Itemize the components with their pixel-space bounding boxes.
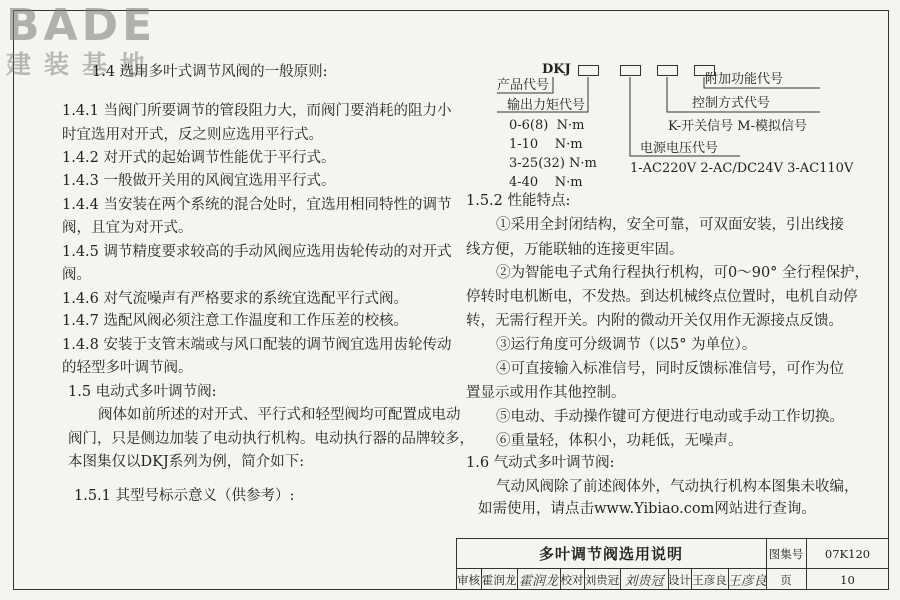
torque-value: 1-10 N·m [509,137,583,152]
design-label: 设计 [668,572,691,587]
left-text-line: 阀门，只是侧边加装了电动执行机构。电动执行器的品牌较多， [68,431,474,447]
left-text-line: 阀体如前所述的对开式、平行式和轻型阀均可配置成电动 [98,407,461,423]
right-text-line: 1.5.2 性能特点: [466,193,571,209]
control-values: K-开关信号 M-模拟信号 [668,119,807,134]
atlas-label: 图集号 [768,546,804,561]
left-text-line: 1.4.4 当安装在两个系统的混合处时，宜选用相同特性的调节 [62,197,452,213]
drawing-title: 多叶调节阀选用说明 [538,545,683,563]
right-text-line: ⑤电动、手动操作键可方便进行电动或手动工作切换。 [496,409,844,425]
right-text-line: 1.6 气动式多叶调节阀: [466,455,615,471]
checker-name: 刘贵冠 [584,572,620,587]
left-text-line: 1.4.2 对开式的起始调节性能优于平行式。 [62,150,336,166]
right-text-line: ③运行角度可分级调节（以5° 为单位）。 [496,337,757,353]
control-code-label: 控制方式代号 [692,96,771,111]
left-text-line: 阀，且宜为对开式。 [62,220,193,236]
model-prefix: DKJ [542,62,571,77]
voltage-code-label: 电源电压代号 [640,141,719,156]
extra-code-label: 附加功能代号 [705,72,784,87]
right-text-line: ⑥重量轻，体积小，功耗低，无噪声。 [496,433,743,449]
left-text-line: 1.4.7 选配风阀必须注意工作温度和工作压差的校核。 [62,313,409,329]
left-text-line: 1.5.1 其型号标示意义（供参考）: [74,488,295,504]
reviewer-signature: 霍润龙 [518,574,558,589]
left-text-line: 1.4.5 调节精度要求较高的手动风阀应选用齿轮传动的对开式 [62,244,452,260]
right-text-line: 如需使用，请点击www.Yibiao.com网站进行查询。 [478,501,816,517]
right-text-line: 气动风阀除了前述阀体外，气动执行机构本图集未收编， [496,479,859,495]
reviewer-name: 霍润龙 [481,572,517,587]
designer-signature: 王彦良 [727,574,767,589]
designer-name: 王彦良 [692,572,727,587]
page-label: 页 [780,572,792,587]
torque-value: 0-6(8) N·m [509,118,585,133]
left-text-line: 阀。 [62,267,91,283]
watermark-subtitle: 建装基地 [6,50,159,79]
atlas-number: 07K120 [824,546,871,561]
left-text-line: 1.4.6 对气流噪声有严格要求的系统宜选配平行式阀。 [62,291,409,307]
left-text-line: 时宜选用对开式，反之则应选用平行式。 [62,127,323,143]
right-text-line: 置显示或用作其他控制。 [466,385,626,401]
product-code-label: 产品代号 [497,78,550,93]
checker-signature: 刘贵冠 [624,574,664,589]
torque-value: 3-25(32) N·m [509,156,597,171]
right-text-line: ④可直接输入标准信号，同时反馈标准信号，可作为位 [496,361,844,377]
torque-code-label: 输出力矩代号 [507,98,586,113]
right-text-line: ①采用全封闭结构，安全可靠，可双面安装，引出线接 [496,217,844,233]
right-text-line: 停转时电机断电，不发热。到达机械终点位置时，电机自动停 [466,289,858,305]
left-text-line: 本图集仅以DKJ系列为例，简介如下: [68,454,305,470]
section-1-4-heading: 1.4 选用多叶式调节风阀的一般原则: [92,64,328,80]
left-text-line: 1.4.1 当阀门所要调节的管段阻力大，而阀门要消耗的阻力小 [62,103,452,119]
torque-value: 4-40 N·m [509,175,583,190]
right-text-line: 线方便，万能联轴的连接更牢固。 [466,242,684,258]
check-label: 校对 [560,572,584,587]
review-label: 审核 [457,572,480,587]
left-text-line: 的轻型多叶调节阀。 [62,360,193,376]
left-text-line: 1.4.8 安装于支管末端或与风口配装的调节阀宜选用齿轮传动 [62,337,452,353]
left-text-line: 1.4.3 一般做开关用的风阀宜选用平行式。 [62,173,336,189]
right-text-line: 转，无需行程开关。内附的微动开关仅用作无源接点反馈。 [466,313,843,329]
right-text-line: ②为智能电子式角行程执行机构，可0～90° 全行程保护， [496,265,870,281]
left-text-line: 1.5 电动式多叶调节阀: [68,384,217,400]
voltage-values: 1-AC220V 2-AC/DC24V 3-AC110V [630,161,854,176]
page-number: 10 [840,572,855,587]
watermark-logo: BADE [6,0,157,51]
